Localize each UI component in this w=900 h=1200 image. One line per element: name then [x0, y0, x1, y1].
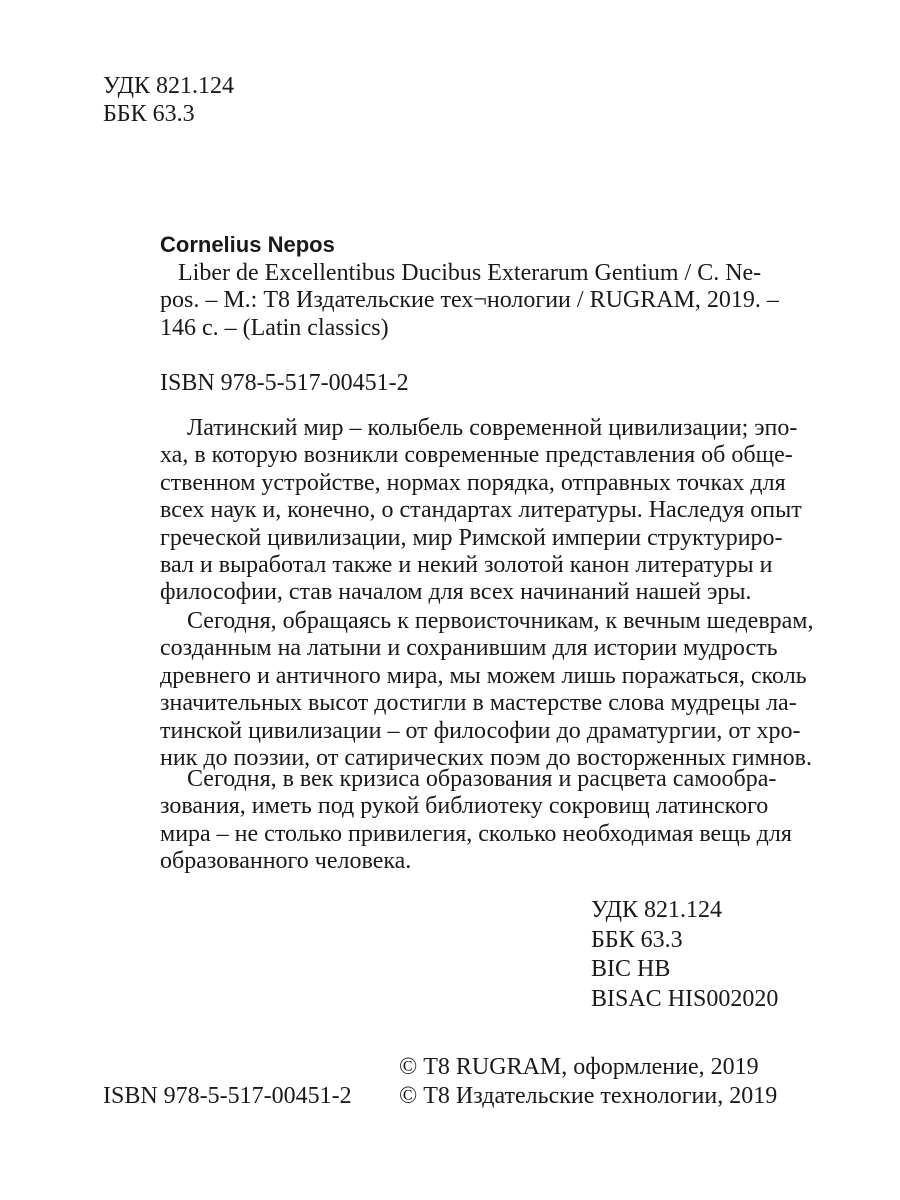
annotation-line: всех наук и, конечно, о стандартах литературы. Наследуя опыт — [160, 497, 802, 524]
bisac-code: BISAC HIS002020 — [591, 985, 779, 1012]
bic-code: BIC HB — [591, 956, 671, 982]
udk-code-top: УДК 821.124 — [103, 73, 234, 99]
annotation-line: Сегодня, в век кризиса образования и расцвета самообра- — [187, 766, 777, 792]
annotation-paragraph-2 — [160, 608, 814, 772]
annotation-line: значительных высот достигли в мастерстве слова мудрецы ла- — [160, 690, 797, 717]
annotation-line: зования, иметь под рукой библиотеку сокровищ латинского — [160, 793, 769, 820]
annotation-paragraph-3 — [160, 766, 792, 876]
copyright-line-design: © Т8 RUGRAM, оформление, 2019 — [399, 1054, 759, 1080]
annotation-line: тинской цивилизации – от философии до драматургии, от хро- — [160, 717, 801, 744]
isbn-footer: ISBN 978-5-517-00451-2 — [103, 1083, 352, 1109]
annotation-line: ственном устройстве, нормах порядка, отправных точках для — [160, 469, 786, 496]
annotation-line: ник до поэзии, от сатирических поэм до восторженных гимнов. — [160, 745, 812, 772]
udk-code: УДК 821.124 — [591, 897, 722, 923]
annotation-line: греческой цивилизации, мир Римской империи структуриро- — [160, 524, 783, 551]
annotation-line: древнего и античного мира, мы можем лишь поражаться, сколь — [160, 662, 807, 689]
classification-codes — [591, 896, 778, 1014]
bibliographic-line: pos. – М.: Т8 Издательские тех¬нологии / RUGRAM, 2019. – — [160, 287, 779, 314]
copyright-line-publisher: © Т8 Издательские технологии, 2019 — [399, 1083, 778, 1109]
annotation-line: созданным на латыни и сохранившим для истории мудрость — [160, 635, 778, 662]
author-name: Cornelius Nepos — [160, 232, 335, 257]
annotation-line: образованного человека. — [160, 848, 412, 875]
annotation-line: мира – не столько привилегия, сколько необходимая вещь для — [160, 820, 792, 847]
bibliographic-line: 146 с. – (Latin classics) — [160, 314, 389, 341]
bbk-code-top: ББК 63.3 — [103, 101, 195, 127]
annotation-line: Латинский мир – колыбель современной цивилизации; эпо- — [187, 415, 798, 441]
copyright-notice — [399, 1053, 777, 1111]
annotation-line: вал и выработал также и некий золотой канон литературы и — [160, 552, 773, 579]
bibliographic-description — [160, 260, 779, 342]
annotation-line: Сегодня, обращаясь к первоисточникам, к вечным шедеврам, — [187, 608, 814, 634]
isbn-main: ISBN 978-5-517-00451-2 — [160, 370, 409, 396]
annotation-paragraph-1 — [160, 415, 802, 607]
bbk-code: ББК 63.3 — [591, 926, 683, 953]
annotation-line: ха, в которую возникли современные представления об обще- — [160, 442, 793, 469]
annotation-line: философии, став началом для всех начинаний нашей эры. — [160, 579, 752, 606]
bibliographic-line: Liber de Excellentibus Ducibus Exterarum Gentium / C. Ne- — [178, 260, 762, 286]
